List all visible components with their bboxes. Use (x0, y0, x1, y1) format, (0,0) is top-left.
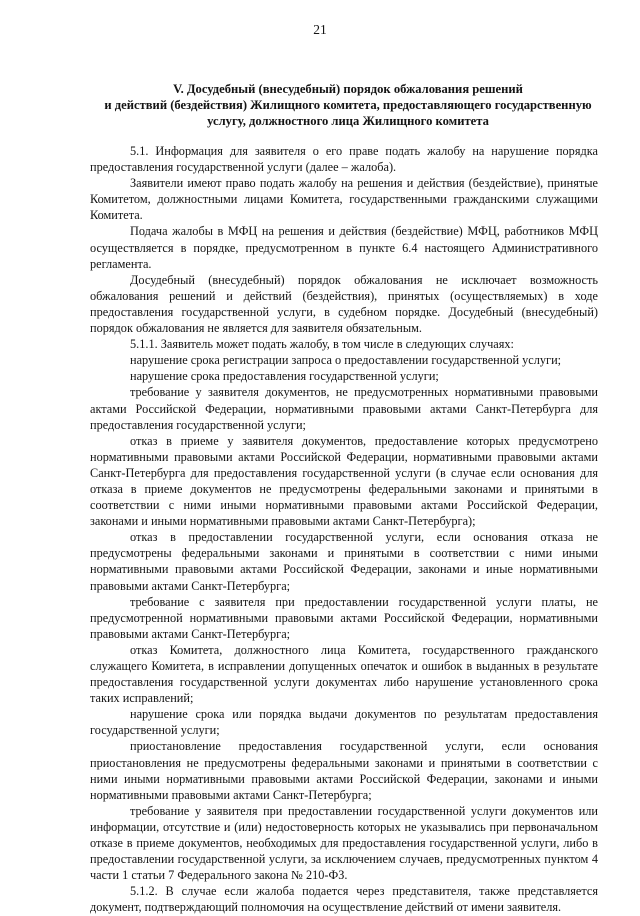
list-item: отказ Комитета, должностного лица Комитета, государственного гражданского служащего Комитета, в исправлении допущенных опечаток и ошибок в выданных в результате предоставления государственной услуги документах либо нарушение установленного срока таких исправлений; (90, 642, 598, 706)
list-item: требование у заявителя при предоставлении государственной услуги документов или информации, отсутствие и (или) недостоверность которых не указывались при первоначальном отказе в приеме документов, необходимых для предоставления государственной услуги, либо в предоставлении государственной услуги, за исключением случаев, предусмотренных пунктом 4 части 1 статьи 7 Федерального закона № 210-ФЗ. (90, 803, 598, 883)
section-title-line: V. Досудебный (внесудебный) порядок обжалования решений (173, 82, 523, 96)
paragraph: Заявители имеют право подать жалобу на решения и действия (бездействие), принятые Комитетом, должностными лицами Комитета, государственными гражданскими служащими Комитета. (90, 176, 598, 223)
section-title-line: и действий (бездействия) Жилищного комитета, предоставляющего государственную (104, 98, 592, 113)
list-item: нарушение срока предоставления государственной услуги; (130, 369, 439, 384)
paragraph: Досудебный (внесудебный) порядок обжалования не исключает возможность обжалования решений и действий (бездействия), принятых (осуществляемых) в ходе предоставления государственной услуги, в судебном порядке. Досудебный (внесудебный) порядок обжалования не является для заявителя обязательным. (90, 272, 598, 336)
paragraph: 5.1.2. В случае если жалоба подается через представителя, также представляется документ, подтверждающий полномочия на осуществление действий от имени заявителя. (90, 884, 598, 915)
paragraph: Подача жалобы в МФЦ на решения и действия (бездействие) МФЦ, работников МФЦ осуществляется в порядке, предусмотренном в пункте 6.4 настоящего Административного регламента. (90, 224, 598, 271)
section-title-line: услугу, должностного лица Жилищного комитета (207, 114, 489, 129)
list-item: требование с заявителя при предоставлении государственной услуги платы, не предусмотренной нормативными правовыми актами Российской Федерации, нормативными правовыми актами Санкт-Петербурга; (90, 594, 598, 641)
list-item: отказ в приеме у заявителя документов, предоставление которых предусмотрено нормативными правовыми актами Российской Федерации, нормативными правовыми актами Санкт-Петербурга для предоставления государственной услуги (в случае если основания для отказа в приеме документов не предусмотрены федеральными законами и принятыми в соответствии с ними иными нормативными правовыми актами Российской Федерации, законами и иными нормативными правовыми актами Санкт-Петербурга); (90, 433, 598, 529)
paragraph: 5.1. Информация для заявителя о его праве подать жалобу на нарушение порядка предоставления государственной услуги (далее – жалоба). (90, 144, 598, 175)
list-item: отказ в предоставлении государственной услуги, если основания отказа не предусмотрены федеральными законами и принятыми в соответствии с ними иными нормативными правовыми актами Российской Федерации, законами и иные нормативными правовыми актами Санкт-Петербурга; (90, 530, 598, 593)
page-number: 21 (313, 22, 327, 37)
list-item: требование у заявителя документов, не предусмотренных нормативными правовыми актами Российской Федерации, нормативными правовыми актами Санкт-Петербурга для предоставления государственной услуги; (90, 385, 598, 432)
paragraph: 5.1.1. Заявитель может подать жалобу, в том числе в следующих случаях: (130, 337, 514, 352)
section-title (96, 81, 600, 130)
list-item: нарушение срока регистрации запроса о предоставлении государственной услуги; (130, 353, 562, 368)
list-item: нарушение срока или порядка выдачи документов по результатам предоставления государственной услуги; (90, 707, 598, 738)
list-item: приостановление предоставления государственной услуги, если основания приостановления не предусмотрены федеральными законами и принятыми в соответствии с ними иными нормативными правовыми актами Российской Федерации, законами и иными нормативными правовыми актами Санкт-Петербурга; (90, 739, 598, 802)
document-body (90, 143, 598, 916)
